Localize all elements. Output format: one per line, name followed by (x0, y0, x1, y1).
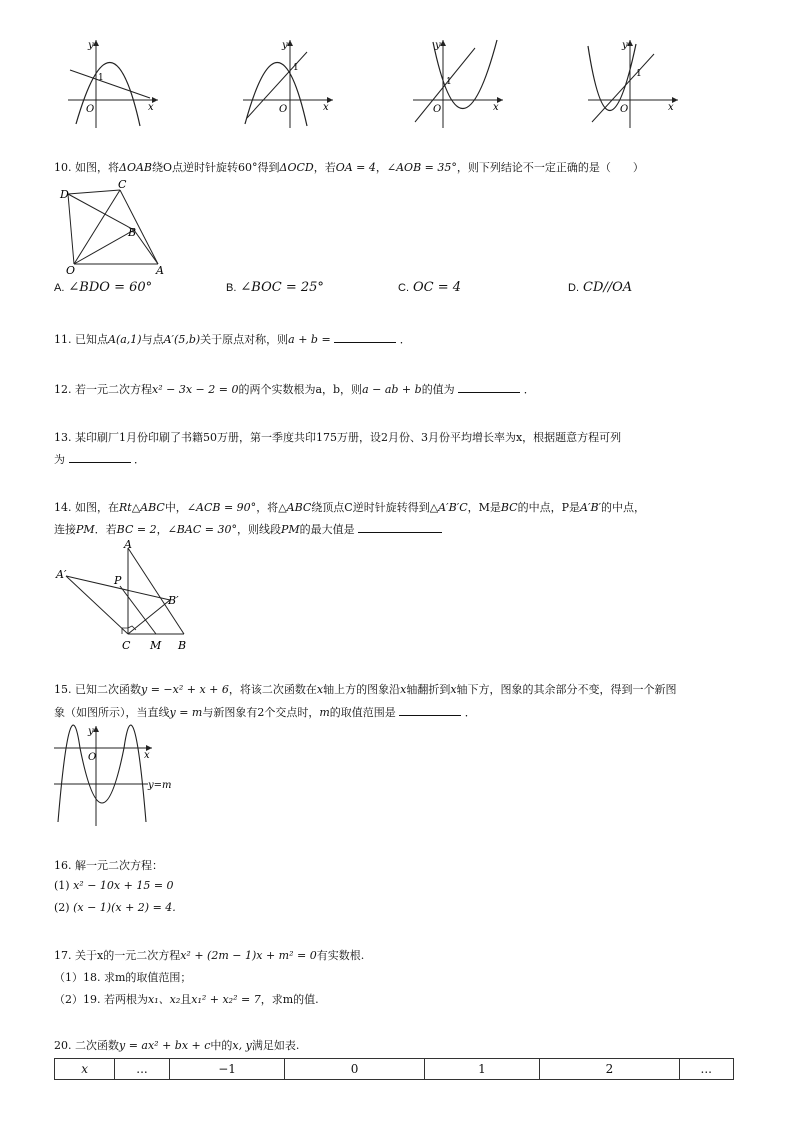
q15-label-o: O (88, 752, 97, 763)
graph-c-x-label: x (493, 102, 499, 113)
graph-d-one: 1 (636, 69, 642, 79)
q10-label-c: C (118, 178, 127, 191)
graph-a-x-label: x (148, 102, 154, 113)
q10-label-a: A (156, 264, 164, 276)
q15-answer-blank[interactable] (399, 703, 461, 716)
table-cell: 1 (424, 1059, 540, 1080)
graph-option-d (580, 36, 690, 130)
q14-label-a-prime: A′ (56, 568, 67, 581)
q14-line2: 连接PM．若BC = 2，∠BAC = 30°，则线段PM的最大值是 (54, 520, 442, 539)
q10-label-o: O (66, 264, 76, 276)
table-cell: ... (115, 1059, 169, 1080)
table-row (55, 1059, 734, 1080)
q14-label-m: M (150, 639, 162, 652)
table-cell: x (55, 1059, 115, 1080)
q10-label-b: B (128, 226, 137, 239)
table-cell: 2 (540, 1059, 679, 1080)
q13-line1: 13. 某印刷厂1月份印刷了书籍50万册，第一季度共印175万册，设2月份、3月份平均增长率为x，根据题意方程可列 (54, 431, 622, 444)
q11-answer-blank[interactable] (334, 330, 396, 343)
graph-b-x-label: x (323, 102, 329, 113)
q17-sub1: （1）18. 求m的取值范围； (54, 971, 192, 984)
q12-answer-blank[interactable] (458, 380, 520, 393)
graph-c-y-label: y (435, 40, 441, 51)
q10-option-a[interactable]: A. ∠BDO = 60° (54, 280, 153, 295)
q10-option-b[interactable]: B. ∠BOC = 25° (226, 280, 324, 295)
q10-option-c[interactable]: C. OC = 4 (398, 280, 462, 295)
graph-d-origin: O (620, 104, 629, 115)
q10-option-d[interactable]: D. CD//OA (568, 280, 633, 295)
q13-line2: 为 ． (54, 450, 145, 469)
q14-label-b-prime: B′ (168, 594, 179, 607)
graph-a-y-label: y (88, 40, 94, 51)
table-cell: 0 (285, 1059, 424, 1080)
table-cell: ... (679, 1059, 733, 1080)
q11-stem: 11. 已知点A(a,1)与点A′(5,b)关于原点对称，则a + b = ． (54, 330, 411, 349)
q15-line2: 象（如图所示），当直线y = m与新图象有2个交点时，m的取值范围是 ． (54, 703, 476, 722)
graph-d-y-label: y (622, 40, 628, 51)
q20-value-table (54, 1058, 734, 1080)
q14-label-p: P (114, 574, 122, 587)
q10-stem: 10. 如图，将ΔOAB绕O点逆时针旋转60°得到ΔOCD，若OA = 4，∠AOB = 35°，则下列结论不一定正确的是（ ） (54, 161, 644, 174)
q17-stem: 17. 关于x的一元二次方程x² + (2m − 1)x + m² = 0有实数根. (54, 949, 365, 962)
q14-line1: 14. 如图，在Rt△ABC中，∠ACB = 90°，将△ABC绕顶点C逆时针旋转得到△A′B′C，M是BC的中点，P是A′B′的中点， (54, 501, 646, 514)
q15-figure (52, 722, 182, 828)
q16-part2: (2) (x − 1)(x + 2) = 4. (54, 901, 176, 914)
q16-part1: (1) x² − 10x + 15 = 0 (54, 879, 174, 892)
q15-line1: 15. 已知二次函数y = −x² + x + 6，将该二次函数在x轴上方的图象沿x轴翻折到x轴下方，图象的其余部分不变，得到一个新图 (54, 683, 677, 696)
q14-label-b: B (178, 639, 187, 652)
graph-c-one: 1 (446, 77, 452, 87)
graph-a-one: 1 (98, 73, 104, 83)
graph-option-c (405, 36, 515, 130)
q20-stem: 20. 二次函数y = ax² + bx + c中的x, y满足如表. (54, 1039, 300, 1052)
q15-label-line: y=m (148, 780, 172, 791)
q16-title: 16. 解一元二次方程： (54, 859, 163, 872)
graph-c-origin: O (433, 104, 442, 115)
graph-d-x-label: x (668, 102, 674, 113)
q10-figure (58, 178, 178, 276)
graph-b-y-label: y (282, 40, 288, 51)
q13-answer-blank[interactable] (69, 450, 131, 463)
graph-a-origin: O (86, 104, 95, 115)
q14-label-c: C (122, 639, 131, 652)
q15-label-x: x (144, 750, 150, 761)
q14-label-a: A (124, 538, 132, 551)
graph-option-b (235, 36, 345, 130)
q14-answer-blank[interactable] (358, 520, 442, 533)
q10-label-d: D (60, 188, 69, 201)
q15-label-y: y (88, 726, 94, 737)
graph-option-a (60, 36, 170, 130)
q17-sub2: （2）19. 若两根为x₁、x₂且x₁² + x₂² = 7，求m的值. (54, 993, 319, 1006)
table-cell: −1 (169, 1059, 285, 1080)
graph-b-origin: O (279, 104, 288, 115)
q14-figure (52, 538, 198, 656)
q12-stem: 12. 若一元二次方程x² − 3x − 2 = 0的两个实数根为a，b，则a − ab + b的值为 ． (54, 380, 535, 399)
graph-b-one: 1 (293, 63, 299, 73)
